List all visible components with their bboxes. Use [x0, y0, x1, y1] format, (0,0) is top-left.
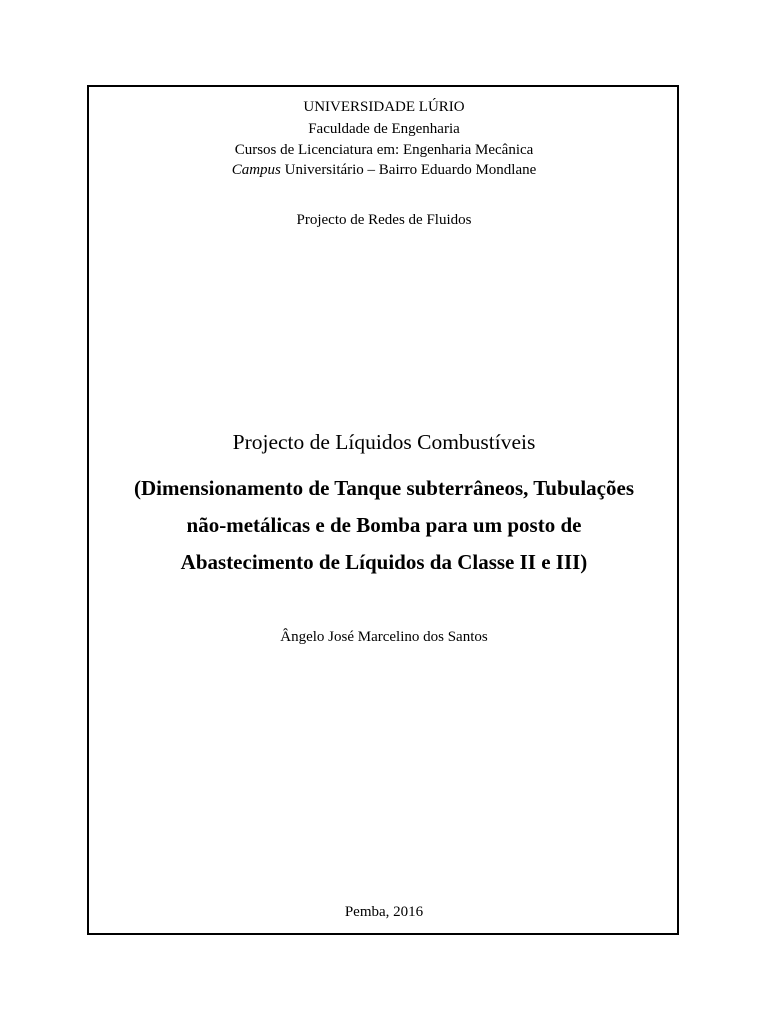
faculty-name: Faculdade de Engenharia	[308, 121, 460, 137]
author-name: Ângelo José Marcelino dos Santos	[280, 629, 488, 645]
campus-line	[0, 160, 768, 180]
campus-label: Campus	[231, 162, 281, 178]
document-title: Projecto de Líquidos Combustíveis	[232, 430, 536, 454]
project-name: Projecto de Redes de Fluidos	[296, 212, 472, 228]
course-name: Cursos de Licenciatura em: Engenharia Mecânica	[234, 142, 534, 158]
place-and-date: Pemba, 2016	[344, 904, 424, 920]
subtitle-line-1: (Dimensionamento de Tanque subterrâneos, Tubulações	[133, 476, 634, 500]
subtitle-line-2: não-metálicas e de Bomba para um posto de	[186, 513, 582, 537]
campus-location: Universitário – Bairro Eduardo Mondlane	[280, 162, 537, 178]
subtitle-line-3: Abastecimento de Líquidos da Classe II e III)	[180, 550, 588, 574]
university-name: UNIVERSIDADE LÚRIO	[303, 99, 465, 115]
